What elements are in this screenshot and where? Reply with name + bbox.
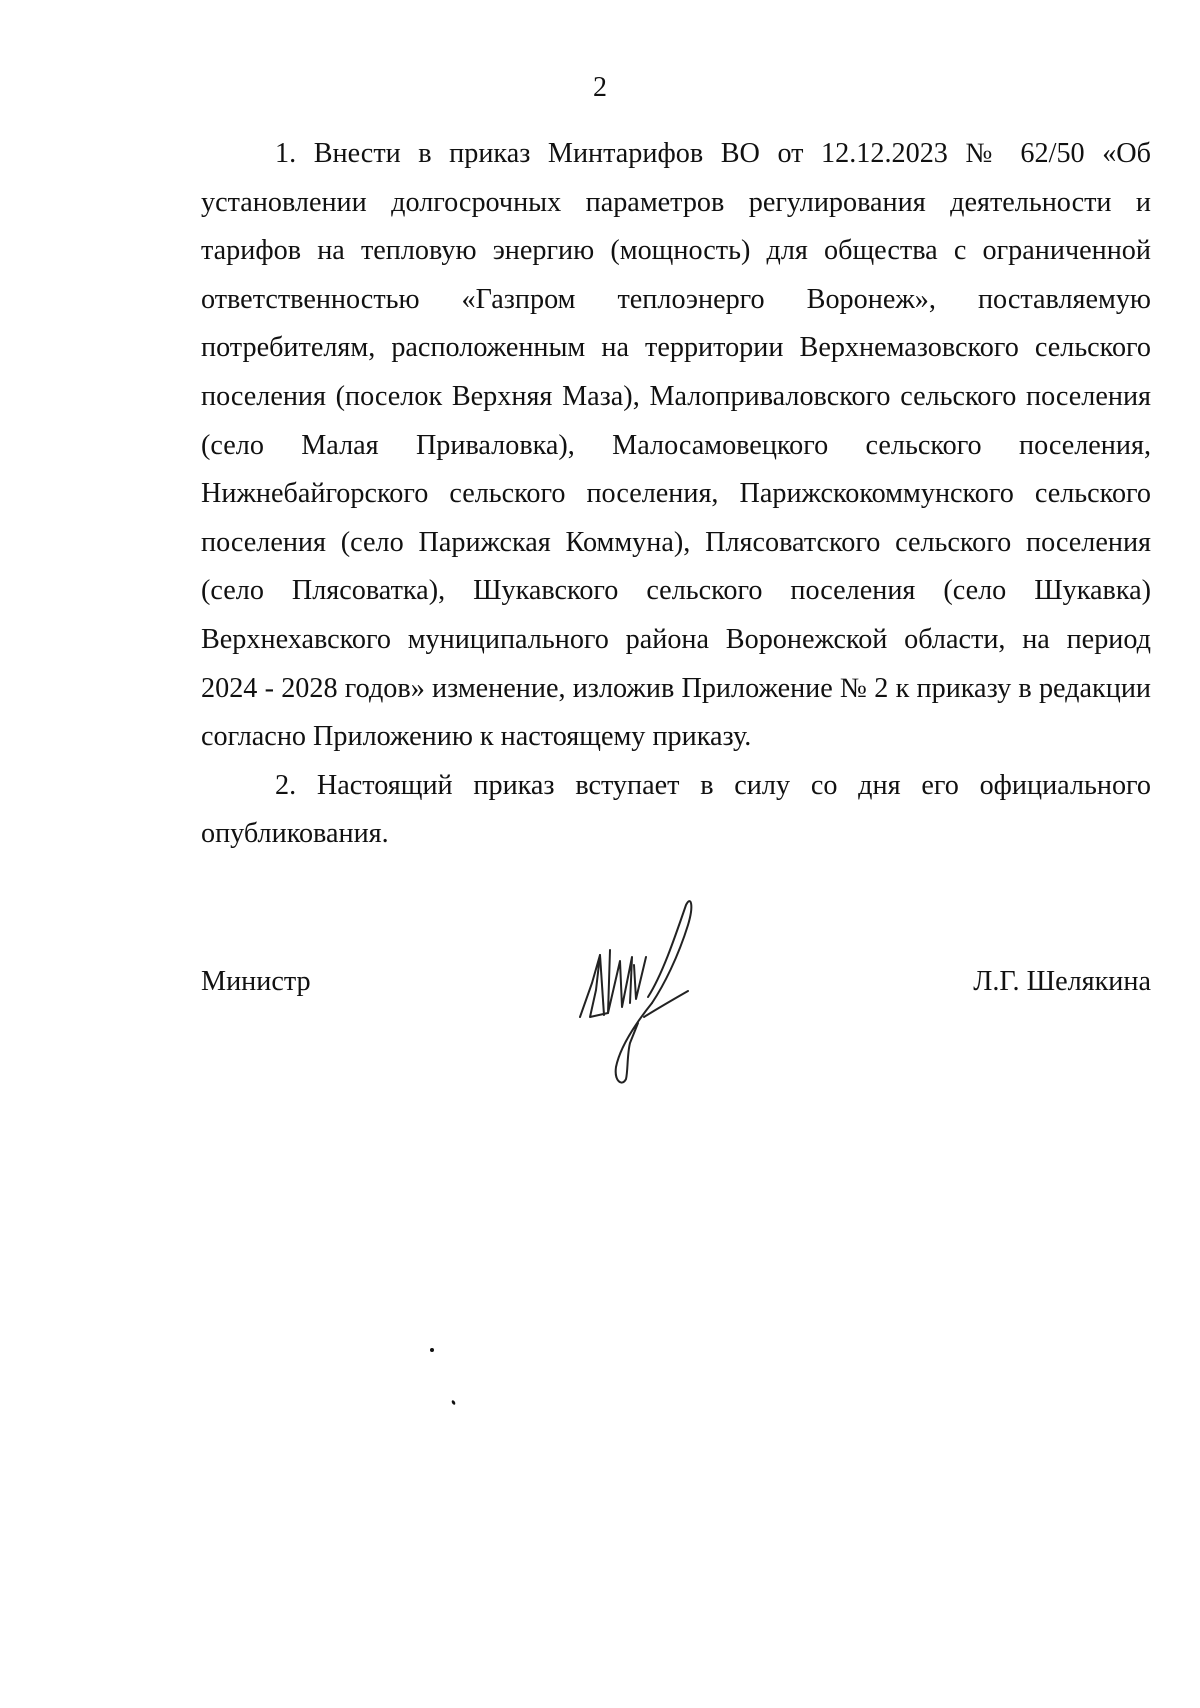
scan-speck bbox=[451, 1400, 456, 1406]
scan-speck bbox=[430, 1348, 434, 1352]
page-number: 2 bbox=[593, 72, 607, 103]
paragraph-2: 2. Настоящий приказ вступает в силу со дня его официального опубликования. bbox=[201, 769, 1151, 850]
signatory-name: Л.Г. Шелякина bbox=[973, 966, 1151, 997]
signatory-title: Министр bbox=[201, 966, 311, 997]
handwritten-signature bbox=[570, 895, 720, 1090]
document-body bbox=[201, 130, 1151, 859]
paragraph-1: 1. Внести в приказ Минтарифов ВО от 12.12.2023 № 62/50 «Об установлении долгосрочных параметров регулирования деятельности и тарифов на тепловую энергию (мощность) для общества с ограниченной ответственностью «Газпром теплоэнерго Воронеж», поставляемую потребителям, расположенным на территории Верхнемазовского сельского поселения (поселок Верхняя Маза), Малоприваловского сельского поселения (село Малая Приваловка), Малосамовецкого сельского поселения, Нижнебайгорского сельского поселения, Парижскокоммунского сельского поселения (село Парижская Коммуна), Плясоватского сельского поселения (село Плясоватка), Шукавского сельского поселения (село Шукавка) Верхнехавского муниципального района Воронежской области, на период 2024 - 2028 годов» изменение, изложив Приложение № 2 к приказу в редакции согласно Приложению к настоящему приказу. bbox=[201, 138, 1151, 753]
